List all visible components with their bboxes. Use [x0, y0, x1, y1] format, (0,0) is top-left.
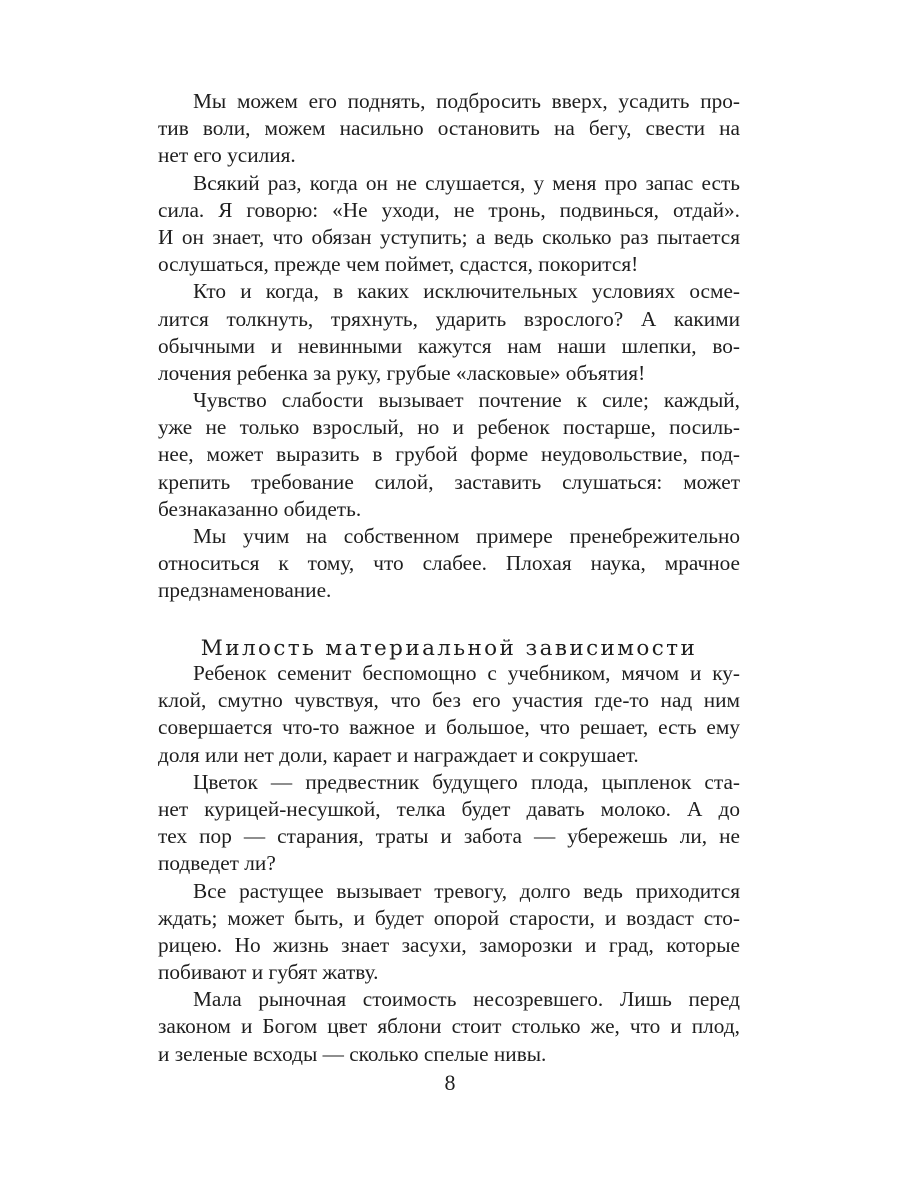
text-line: тех пор — старания, траты и забота — убережешь ли, не [158, 824, 740, 849]
text-line: Мы можем его поднять, подбросить вверх, усадить про- [193, 89, 740, 113]
text-line: тив воли, можем насильно остановить на бегу, свести на [158, 116, 740, 141]
text-line: Мы учим на собственном примере пренебрежительно [193, 524, 740, 548]
text-line: обычными и невинными кажутся нам наши шлепки, во- [158, 333, 740, 358]
paragraph [158, 278, 740, 387]
text-line: ждать; может быть, и будет опорой старости, и воздаст сто- [158, 905, 740, 930]
text-line: подведет ли? [158, 851, 276, 876]
paragraph [158, 170, 740, 279]
paragraph [158, 660, 740, 769]
text-line: побивают и губят жатву. [158, 960, 379, 985]
text-line: Цветок — предвестник будущего плода, цыпленок ста- [193, 769, 740, 794]
text-line: доля или нет доли, карает и награждает и сокрушает. [158, 742, 639, 767]
text-block-before-heading [158, 88, 740, 605]
text-line: Ребенок семенит беспомощно с учебником, мячом и ку- [193, 661, 740, 685]
text-line: уже не только взрослый, но и ребенок постарше, посиль- [158, 415, 740, 440]
paragraph [158, 387, 740, 523]
text-line: Все растущее вызывает тревогу, долго ведь приходится [193, 878, 740, 903]
text-line: нет его усилия. [158, 143, 296, 168]
text-line: лочения ребенка за руку, грубые «ласковые» объятия! [158, 360, 646, 385]
text-line: сила. Я говорю: «Не уходи, не тронь, подвинься, отдай». [158, 197, 740, 222]
paragraph [158, 878, 740, 987]
text-line: совершается что-то важное и большое, что решает, есть ему [158, 715, 740, 740]
text-line: ослушаться, прежде чем поймет, сдастся, покорится! [158, 252, 639, 277]
paragraph [158, 986, 740, 1068]
page-number: 8 [444, 1070, 456, 1095]
text-line: нее, может выразить в грубой форме неудовольствие, под- [158, 442, 740, 467]
text-line: Всякий раз, когда он не слушается, у меня про запас есть [193, 170, 740, 195]
text-line: предзнаменование. [158, 578, 332, 603]
text-line: и зеленые всходы — сколько спелые нивы. [158, 1041, 547, 1066]
text-line: рицею. Но жизнь знает засухи, заморозки и град, которые [158, 932, 740, 957]
text-line: нет курицей-несушкой, телка будет давать молоко. А до [158, 796, 740, 821]
paragraph [158, 88, 740, 170]
text-line: безнаказанно обидеть. [158, 496, 362, 521]
text-line: клой, смутно чувствуя, что без его участия где-то над ним [158, 688, 740, 713]
text-line: Чувство слабости вызывает почтение к силе; каждый, [193, 388, 740, 413]
text-line: крепить требование силой, заставить слушаться: может [158, 469, 740, 494]
text-line: Мала рыночная стоимость несозревшего. Лишь перед [193, 987, 740, 1012]
paragraph [158, 523, 740, 605]
text-line: Кто и когда, в каких исключительных условиях осме- [193, 279, 740, 304]
text-line: законом и Богом цвет яблони стоит столько же, что и плод, [158, 1014, 740, 1039]
text-line: относиться к тому, что слабее. Плохая наука, мрачное [158, 551, 740, 576]
text-line: лится толкнуть, тряхнуть, ударить взрослого? А какими [158, 306, 740, 331]
text-block-after-heading [158, 660, 740, 1068]
section-heading: Милость материальной зависимости [200, 635, 698, 661]
paragraph [158, 769, 740, 878]
text-line: И он знает, что обязан уступить; а ведь сколько раз пытается [158, 224, 740, 249]
